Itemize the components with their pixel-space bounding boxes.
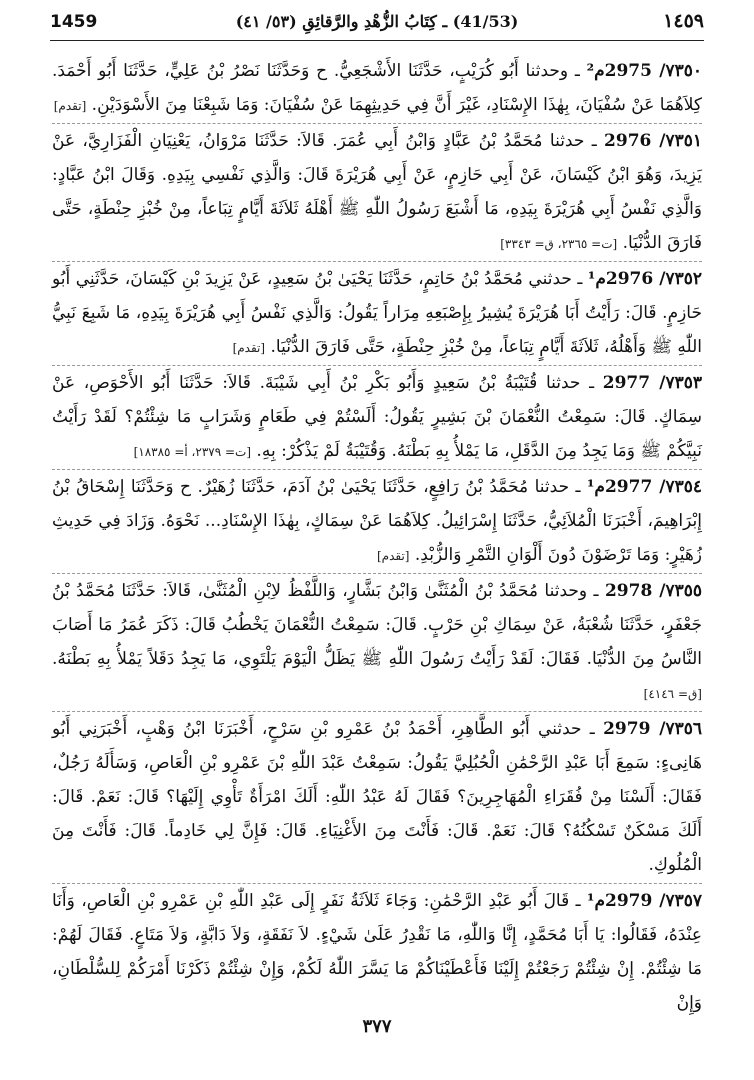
hadith-number: ٧٣٥٣/ 2977	[602, 373, 702, 393]
reference-note: [تقدم]	[53, 99, 87, 113]
hadith-text: ـ قَالَ أَبُو عَبْدِ الرَّحْمَٰنِ: وَجَاءَ ثَلاَثَةُ نَفَرٍ إِلَى عَبْدِ اللّٰهِ بْنِ عَمْرِو بْنِ الْعَاصِ، وَأَنَا عِنْدَهُ، فَقَالُوا: يَا أَبَا مُحَمَّدٍ، إِنَّا وَاللّٰهِ، مَا نَقْدِرُ عَلَىٰ شَيْءٍ. لاَ نَفَقَةٍ، وَلاَ دَابَّةٍ، وَلاَ مَتَاعٍ. فَقَالَ لَهُمْ: مَا شِئْتُمْ. إِنْ شِئْتُمْ رَجَعْتُمْ إِلَيْنَا فَأَعْطَيْنَاكُمْ مَا يَسَّرَ اللّٰهُ لَكُمْ، وَإِنْ شِئْتُمْ ذَكَرْنَا أَمْرَكُمْ لِلسُّلْطَانِ، وَإِنْ	[52, 891, 702, 1013]
hadith-text: ـ حدثني مُحَمَّدُ بْنُ حَاتِمٍ، حَدَّثَنَا يَحْيَىٰ بْنُ سَعِيدٍ، عَنْ يَزِيدَ بْنِ كَيْسَانَ، حَدَّثَنِي أَبُو حَازِمٍ. قَالَ: رَأَيْتُ أَبَا هُرَيْرَةَ يُشِيرُ بِإِصْبَعِهِ مِرَاراً يَقُولُ: وَالَّذِي نَفْسُ أَبِي هُرَيْرَةَ بِيَدِهِ، مَا شَبِعَ نَبِيُّ اللّٰهِ ﷺ وَأَهْلُهُ، ثَلاَثَةَ أَيَّامٍ تِبَاعاً، مِنْ خُبْزِ حِنْطَةٍ، حَتَّى فَارَقَ الدُّنْيَا.	[52, 269, 702, 357]
hadith-paragraph	[52, 261, 702, 365]
hadith-paragraph	[52, 573, 702, 711]
reference-note: [ق= ٤١٤٦]	[643, 687, 702, 701]
hadith-paragraph	[52, 365, 702, 469]
hadith-text: ـ حدثنا قُتَيْبَةُ بْنُ سَعِيدٍ وَأَبُو بَكْرِ بْنُ أَبِي شَيْبَةَ. قَالاَ: حَدَّثَنَا أَبُو الأَحْوَصِ، عَنْ سِمَاكٍ. قَالَ: سَمِعْتُ النُّعْمَانَ بْنَ بَشِيرٍ يَقُولُ: أَلَسْتُمْ فِي طَعَامٍ وَشَرَابٍ مَا شِئْتُمْ؟ لَقَدْ رَأَيْتُ نَبِيَّكُمْ ﷺ وَمَا يَجِدُ مِنَ الدَّقَلِ، مَا يَمْلأُ بِهِ بَطْنَهُ. وَقُتَيْبَةُ لَمْ يَذْكُرْ: بِهِ.	[52, 373, 702, 461]
footer-page-number: ٣٧٧	[362, 1016, 392, 1037]
page-number-arabic: ١٤٥٩	[663, 10, 704, 32]
chapter-title: (41/53) ـ كِتَابُ الزُّهْدِ والرَّقائِقِ (٥٣/ ٤١)	[235, 12, 519, 31]
hadith-text: ـ حدثنا مُحَمَّدُ بْنُ عَبَّادٍ وَابْنُ أَبِي عُمَرَ. قَالاَ: حَدَّثَنَا مَرْوَانُ، يَعْنِيَانِ الْفَزَارِيَّ، عَنْ يَزِيدَ، وَهُوَ ابْنُ كَيْسَانَ، عَنْ أَبِي حَازِمٍ، عَنْ أَبِي هُرَيْرَةَ قَالَ: وَالَّذِي نَفْسِي بِيَدِهِ. وَقَالَ ابْنُ عَبَّادٍ: وَالَّذِي نَفْسُ أَبِي هُرَيْرَةَ بِيَدِهِ، مَا أَشْبَعَ رَسُولُ اللّٰهِ ﷺ أَهْلَهُ ثَلاَثَةَ أَيَّامٍ تِبَاعاً، مِنْ خُبْزِ حِنْطَةٍ، حَتَّى فَارَقَ الدُّنْيَا.	[52, 131, 702, 253]
hadith-number: ٧٣٥١/ 2976	[604, 131, 702, 151]
hadith-number: ٧٣٥٤/ 2977م¹	[586, 477, 702, 497]
hadith-number: ٧٣٥٢/ 2976م¹	[587, 269, 702, 289]
hadith-paragraph	[52, 123, 702, 261]
hadith-paragraph	[52, 711, 702, 883]
reference-note: [تقدم]	[376, 549, 410, 563]
hadith-text: ـ حدثنا مُحَمَّدُ بْنُ رَافِعٍ، حَدَّثَنَا يَحْيَىٰ بْنُ آدَمَ، حَدَّثَنَا زُهَيْرٌ. ح وَحَدَّثَنَا إِسْحَاقُ بْنُ إِبْرَاهِيمَ، أَخْبَرَنَا الْمُلاَئِيُّ، حَدَّثَنَا إِسْرَائِيلُ. كِلاَهُمَا عَنْ سِمَاكٍ، بِهٰذَا الإِسْنَادِ... نَحْوَهُ. وَزَادَ فِي حَدِيثِ زُهَيْرٍ: وَمَا تَرْضَوْنَ دُونَ أَلْوَانِ التَّمْرِ وَالزُّبْدِ.	[52, 477, 702, 565]
hadith-number: ٧٣٥٧/ 2979م¹	[587, 891, 702, 911]
hadith-number: ٧٣٥٥/ 2978	[604, 581, 702, 601]
hadith-number: ٧٣٥٠/ 2975م²	[586, 61, 702, 81]
page-header	[50, 10, 704, 41]
page-body	[52, 54, 702, 1021]
hadith-number: ٧٣٥٦/ 2979	[603, 719, 702, 739]
reference-note: [ت= ٢٣٦٥، ق= ٣٣٤٣]	[500, 237, 618, 251]
hadith-text: ـ وحدثنا مُحَمَّدُ بْنُ الْمُثَنَّىٰ وَابْنُ بَشَّارٍ، وَاللَّفْظُ لاِبْنِ الْمُثَنَّىٰ، قَالاَ: حَدَّثَنَا مُحَمَّدُ بْنُ جَعْفَرٍ، حَدَّثَنَا شُعْبَةُ، عَنْ سِمَاكِ بْنِ حَرْبٍ. قَالَ: سَمِعْتُ النُّعْمَانَ يَخْطُبُ قَالَ: ذَكَرَ عُمَرُ مَا أَصَابَ النَّاسُ مِنَ الدُّنْيَا. فَقَالَ: لَقَدْ رَأَيْتُ رَسُولَ اللّٰهِ ﷺ يَظَلُّ الْيَوْمَ يَلْتَوِي، مَا يَجِدُ دَقَلاً يَمْلأُ بِهِ بَطْنَهُ.	[52, 581, 702, 669]
hadith-paragraph	[52, 469, 702, 573]
hadith-text: ـ وحدثنا أَبُو كُرَيْبٍ، حَدَّثَنَا الأَشْجَعِيُّ. ح وَحَدَّثَنَا نَصْرُ بْنُ عَلِيٍّ، حَدَّثَنَا أَبُو أَحْمَدَ. كِلاَهُمَا عَنْ سُفْيَانَ، بِهٰذَا الإِسْنَادِ، غَيْرَ أَنَّ فِي حَدِيثِهِمَا عَنْ سُفْيَانَ: وَمَا شَبِعْنَا مِنَ الأَسْوَدَيْنِ.	[52, 61, 702, 115]
reference-note: [ت= ٢٣٧٩، أ= ١٨٣٨٥]	[133, 445, 252, 459]
hadith-text: ـ حدثني أَبُو الطَّاهِرِ، أَحْمَدُ بْنُ عَمْرِو بْنِ سَرْحٍ، أَخْبَرَنَا ابْنُ وَهْبٍ، أَخْبَرَنِي أَبُو هَانِىءٍ: سَمِعَ أَبَا عَبْدِ الرَّحْمَٰنِ الْحُبُلِيَّ يَقُولُ: سَمِعْتُ عَبْدَ اللّٰهِ بْنَ عَمْرِو بْنِ الْعَاصِ، وَسَأَلَهُ رَجُلٌ، فَقَالَ: أَلَسْنَا مِنْ فُقَرَاءِ الْمُهَاجِرِينَ؟ فَقَالَ لَهُ عَبْدُ اللّٰهِ: أَلَكَ امْرَأَةٌ تَأْوِي إِلَيْهَا؟ قَالَ: نَعَمْ. قَالَ: أَلَكَ مَسْكَنٌ تَسْكُنُهُ؟ قَالَ: نَعَمْ. قَالَ: فَأَنْتَ مِنَ الأَغْنِيَاءِ. قَالَ: فَإِنَّ لِي خَادِماً. قَالَ: فَأَنْتَ مِنَ الْمُلُوكِ.	[52, 719, 702, 875]
hadith-paragraph	[52, 883, 702, 1021]
reference-note: [تقدم]	[232, 341, 266, 355]
hadith-paragraph	[52, 54, 702, 123]
page-number-latin: 1459	[50, 12, 98, 32]
